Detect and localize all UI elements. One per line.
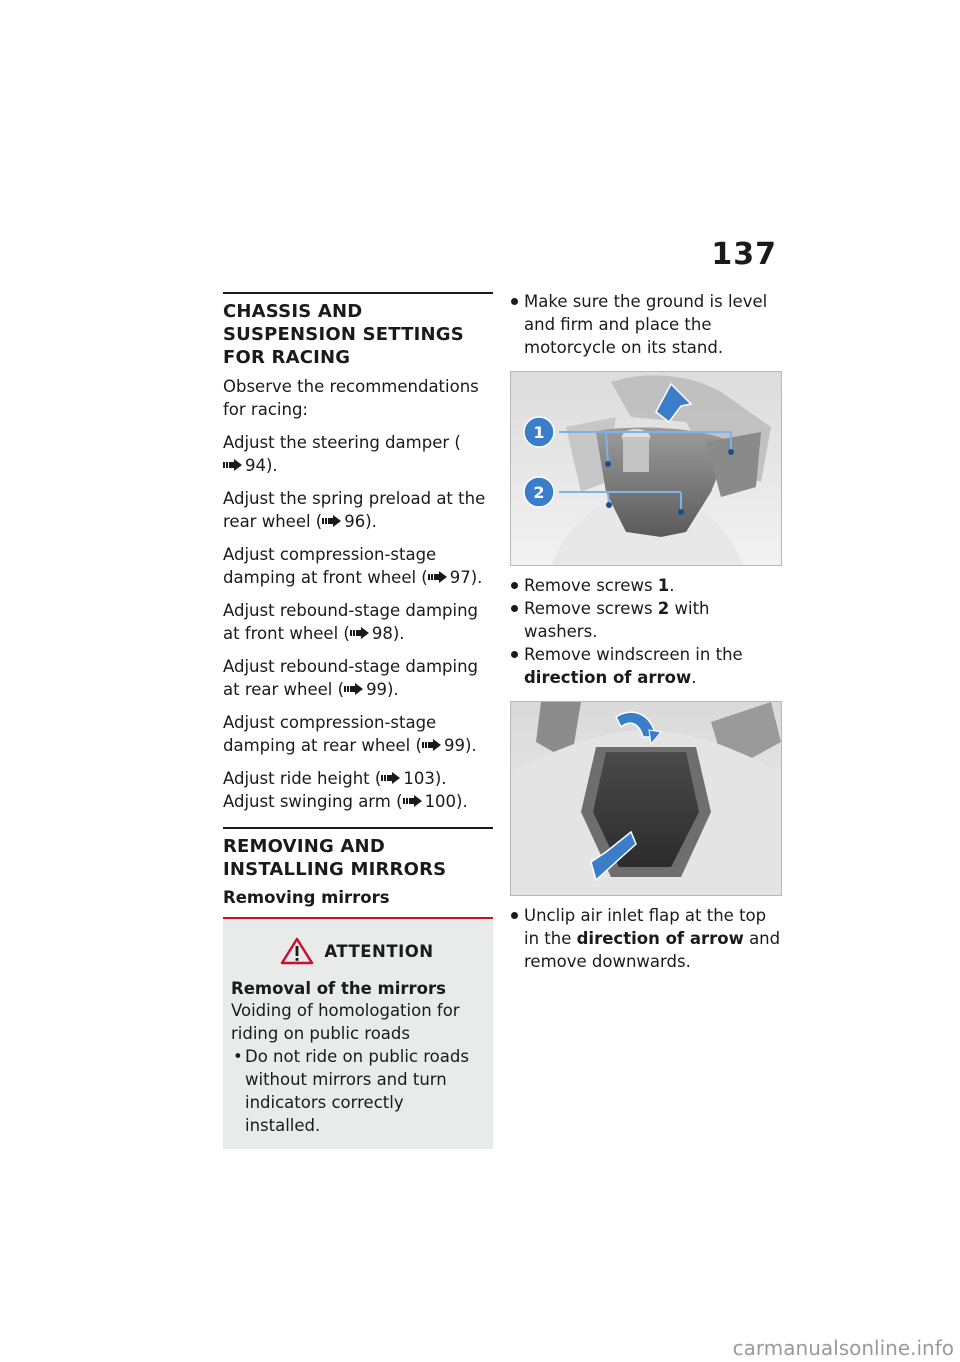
page-ref-arrow-icon — [344, 683, 364, 695]
page-reference[interactable]: 98). — [350, 624, 405, 643]
instruction-item: Adjust compression-stage damping at front wheel ( 97). — [223, 545, 483, 587]
warning-triangle-icon — [280, 937, 314, 965]
step-item: Remove windscreen in the direction of arrow. — [510, 643, 782, 689]
page-reference[interactable]: 99). — [344, 680, 399, 699]
page-reference[interactable]: 97). — [428, 568, 483, 587]
instruction-item: Adjust rebound-stage damping at rear wheel ( 99). — [223, 657, 479, 699]
section-rule — [223, 292, 493, 294]
instruction-item: Adjust compression-stage damping at rear wheel ( 99). — [223, 713, 477, 755]
footer-watermark: carmanualsonline.info — [732, 1336, 954, 1360]
page-reference[interactable]: 103). — [381, 769, 446, 788]
warning-list — [231, 1045, 483, 1137]
right-column — [510, 290, 782, 973]
callout-1-label: 1 — [533, 423, 545, 442]
windscreen-screws-figure — [510, 371, 782, 566]
callout-2-label: 2 — [533, 483, 545, 502]
step-list — [510, 290, 782, 359]
warning-header — [231, 937, 483, 965]
warning-body: Voiding of homologation for riding on public roads — [231, 1001, 460, 1043]
page-ref-arrow-icon — [350, 627, 370, 639]
instruction-item: Adjust rebound-stage damping at front wheel ( 98). — [223, 601, 479, 643]
page-reference[interactable]: 99). — [422, 736, 477, 755]
section-rule — [223, 827, 493, 829]
step-list — [510, 904, 782, 973]
intro-text: Observe the recommendations for racing: — [223, 377, 479, 419]
instruction-item: Adjust the steering damper (94). — [223, 433, 461, 475]
warning-bullet: • Do not ride on public roads without mirrors and turn indicators correctly installed. — [231, 1045, 483, 1137]
page-number: 137 — [711, 237, 777, 272]
air-inlet-flap-figure — [510, 701, 782, 896]
page-ref-arrow-icon — [322, 515, 342, 527]
instruction-item: Adjust swinging arm ( 100). — [223, 792, 468, 811]
step-item: Unclip air inlet flap at the top in the direction of arrow and remove downwards. — [510, 904, 782, 973]
page-ref-arrow-icon — [422, 739, 442, 751]
page-ref-arrow-icon — [223, 459, 243, 471]
step-item: Make sure the ground is level and firm and place the motorcycle on its stand. — [510, 290, 782, 359]
instruction-item: Adjust ride height ( 103). — [223, 769, 447, 788]
step-list — [510, 574, 782, 689]
instruction-item: Adjust the spring preload at the rear wheel ( 96). — [223, 489, 486, 531]
subsection-title: Removing mirrors — [223, 888, 390, 907]
step-item: Remove screws 1. — [510, 574, 782, 597]
page-reference[interactable]: 96). — [322, 512, 377, 531]
warning-label: ATTENTION — [324, 941, 434, 961]
page-reference[interactable]: 94). — [223, 456, 278, 475]
step-item: Remove screws 2 with washers. — [510, 597, 782, 643]
section-title-chassis: CHASSIS AND SUSPENSION SETTINGS FOR RACING — [223, 301, 464, 368]
left-column — [223, 292, 493, 1149]
page-ref-arrow-icon — [428, 571, 448, 583]
page-ref-arrow-icon — [403, 795, 423, 807]
page-ref-arrow-icon — [381, 772, 401, 784]
warning-heading: Removal of the mirrors — [231, 979, 446, 998]
page-reference[interactable]: 100). — [403, 792, 468, 811]
section-title-mirrors: REMOVING AND INSTALLING MIRRORS — [223, 836, 447, 880]
warning-box — [223, 917, 493, 1149]
